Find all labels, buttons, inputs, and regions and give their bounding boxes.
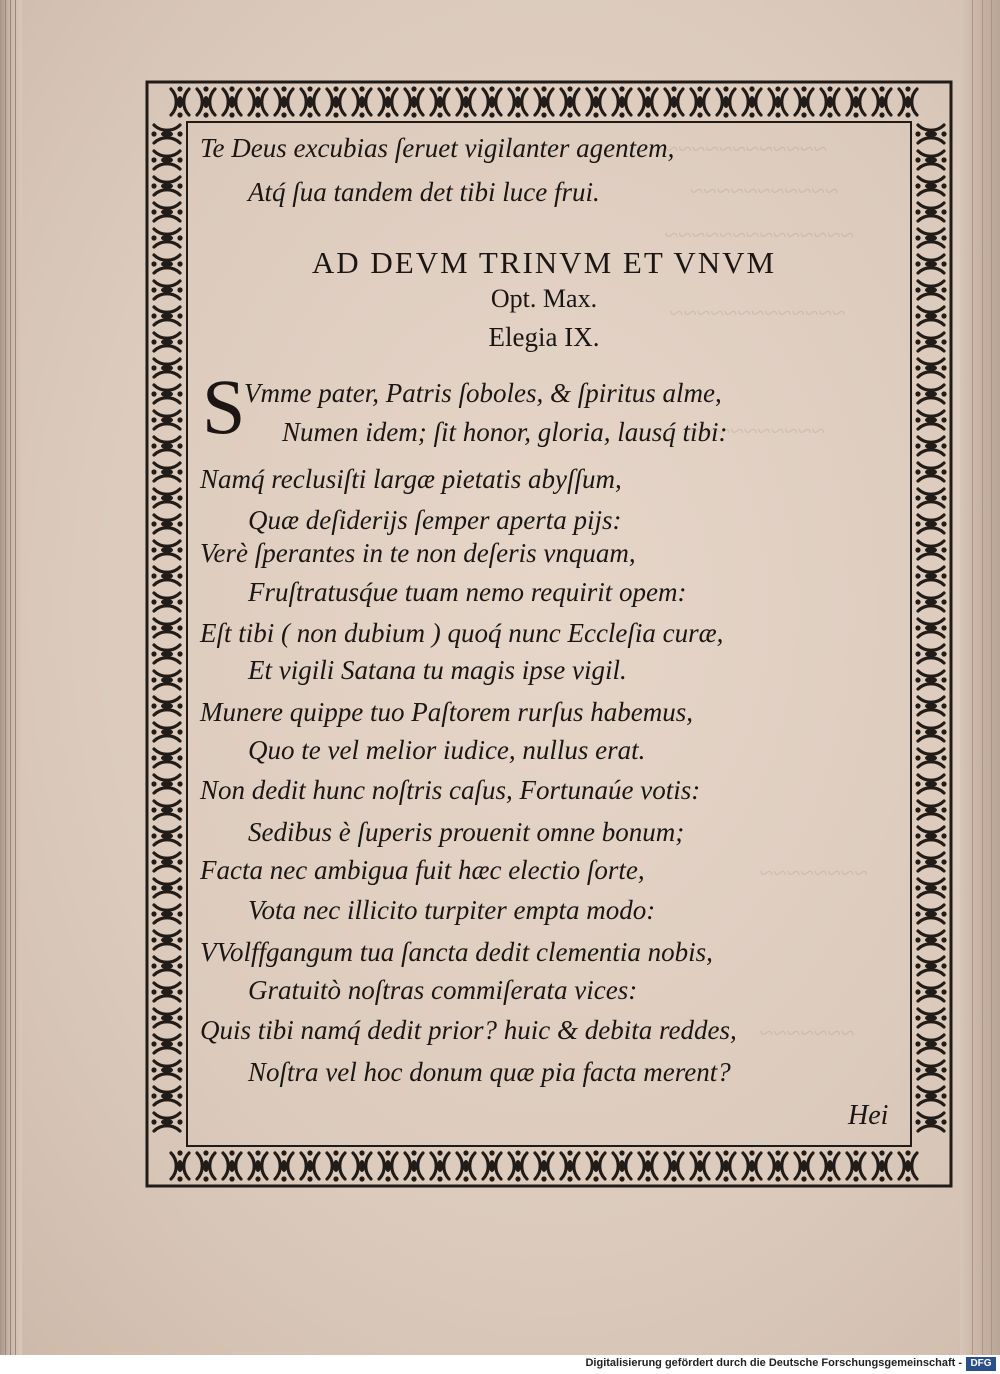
ornament-motif [915, 385, 946, 403]
ornament-motif [717, 86, 735, 117]
ornament-motif [151, 541, 182, 559]
ornament-motif [915, 853, 946, 871]
ornament-motif [915, 957, 946, 975]
ornament-motif [151, 229, 182, 247]
ornament-motif [821, 1150, 839, 1181]
ornament-motif [151, 1087, 182, 1105]
ornament-motif [353, 1150, 371, 1181]
ornament-motif [483, 1150, 501, 1181]
ornament-motif [151, 749, 182, 767]
ornament-motif [379, 1150, 397, 1181]
ornament-motif [431, 1150, 449, 1181]
ornament-motif [275, 1150, 293, 1181]
ornament-motif [717, 1150, 735, 1181]
ornament-motif [915, 125, 946, 143]
ornament-motif [915, 1113, 946, 1131]
ornament-motif [915, 827, 946, 845]
opening-line-1: Te Deus excubias ſeruet vigilanter agentem, [200, 133, 675, 163]
digitization-footer [0, 1355, 1000, 1374]
ornament-motif [915, 333, 946, 351]
ornament-motif [151, 723, 182, 741]
ornament-motif [151, 671, 182, 689]
ornament-motif [151, 931, 182, 949]
ornament-motif [915, 775, 946, 793]
ornament-motif [915, 229, 946, 247]
ornament-motif [743, 1150, 761, 1181]
ornament-motif [509, 1150, 527, 1181]
ornament-motif [691, 86, 709, 117]
ornament-motif [535, 86, 553, 117]
ornament-motif [483, 86, 501, 117]
ornament-motif [915, 359, 946, 377]
ornament-motif [587, 1150, 605, 1181]
ornament-motif [915, 255, 946, 273]
elegy-title: Elegia IX. [488, 322, 600, 352]
ornament-motif [899, 86, 917, 117]
ornament-motif [301, 1150, 319, 1181]
ornament-motif [915, 619, 946, 637]
ornament-motif [899, 1150, 917, 1181]
ornament-motif [151, 775, 182, 793]
ornament-motif [151, 515, 182, 533]
ornament-motif [457, 1150, 475, 1181]
ornament-motif [151, 619, 182, 637]
ornament-motif [151, 1061, 182, 1079]
ornament-motif [873, 86, 891, 117]
ornament-motif [613, 86, 631, 117]
ornament-motif [561, 1150, 579, 1181]
ornament-motif [431, 86, 449, 117]
ornament-motif [915, 1087, 946, 1105]
ornament-motif [915, 671, 946, 689]
ornament-motif [915, 645, 946, 663]
ornament-motif [915, 203, 946, 221]
ornament-motif [379, 86, 397, 117]
verse-line: Eſt tibi ( non dubium ) quoq́ nunc Eccleſia curæ, [200, 618, 724, 648]
ornament-motif [915, 489, 946, 507]
ornament-motif [743, 86, 761, 117]
verse-line: Quo te vel melior iudice, nullus erat. [248, 735, 646, 765]
ornament-motif [151, 593, 182, 611]
ornament-motif [915, 515, 946, 533]
verse-line: Vota nec illicito turpiter empta modo: [248, 895, 656, 925]
ornament-motif [151, 645, 182, 663]
ornament-motif [821, 86, 839, 117]
ornament-motif [915, 983, 946, 1001]
ornament-motif [151, 905, 182, 923]
ornament-motif [795, 1150, 813, 1181]
ornament-motif [151, 827, 182, 845]
ornament-motif [151, 203, 182, 221]
ornament-motif [915, 281, 946, 299]
ornament-motif [847, 86, 865, 117]
ornament-motif [769, 86, 787, 117]
verse-line: Sedibus è ſuperis prouenit omne bonum; [248, 817, 685, 847]
drop-cap-initial: S [202, 363, 246, 450]
poem-heading: AD DEVM TRINVM ET VNVM [311, 245, 777, 280]
ornament-motif [873, 1150, 891, 1181]
ornament-motif [171, 86, 189, 117]
ornament-motif [151, 281, 182, 299]
opening-line-2: Atq́ ſua tandem det tibi luce frui. [248, 177, 600, 207]
ornament-motif [327, 86, 345, 117]
ornament-motif [847, 1150, 865, 1181]
ornament-motif [151, 333, 182, 351]
ornament-motif [915, 879, 946, 897]
verse-line: Numen idem; ſit honor, gloria, lausq́ tibi: [282, 417, 728, 447]
ornament-motif [509, 86, 527, 117]
ornament-motif [915, 801, 946, 819]
verse-line: Munere quippe tuo Paſtorem rurſus habemus, [200, 697, 693, 727]
ornament-motif [249, 86, 267, 117]
ornament-motif [915, 307, 946, 325]
ornament-motif [587, 86, 605, 117]
ornament-motif [151, 177, 182, 195]
ornament-motif [915, 1009, 946, 1027]
verse-line: Facta nec ambigua fuit hæc electio ſorte, [200, 855, 645, 885]
ornament-motif [915, 437, 946, 455]
book-page: ~~~~~~~~~~~~ ~~~~~~~~~~~ ~~~~~~~~~~~~~~ ~~~~~~~~~~~~~ ~~~~~~~~~~ ~~~~~~~~ ~~~~~~~ Te Deus excubias ſeruet vigilanter agentem, Atq́ ſua tandem det tibi luce frui. AD DEVM TRINVM ET VNVM Opt. Max. Elegia IX. S Vmme pater, Patris ſoboles, & ſpiritus alme, Numen idem; ſit honor, gloria, lausq́ tibi: Namq́ reclusiſti largæ pietatis abyſſum, Quæ deſiderijs ſemper aperta pijs: Verè ſperantes in te non deſeris vnquam, Fruſtratusq́ue tuam nemo requirit opem: Eſt tibi ( non dubium ) quoq́ nunc Eccleſia curæ, Et vigili Satana tu magis ipse vigil. Munere quippe tuo Paſtorem rurſus habemus, Quo te vel melior iudice, nullus erat. Non dedit hunc noſtris caſus, Fortunaúe votis: Sedibus è ſuperis prouenit omne bonum; Facta nec ambigua fuit hæc electio ſorte, Vota nec illicito turpiter empta modo: VVolffgangum tua ſancta dedit clementia nobis, Gratuitò noſtras commiſerata vices: Quis tibi namq́ dedit prior? huic & debita reddes, Noſtra vel hoc donum quæ pia facta merent? Hei [0, 0, 1000, 1355]
ornament-motif [151, 359, 182, 377]
verse-line: Verè ſperantes in te non deſeris vnquam, [200, 538, 636, 568]
ornament-motif [151, 385, 182, 403]
ornament-motif [151, 983, 182, 1001]
poem-subheading: Opt. Max. [490, 284, 598, 313]
ornament-motif [915, 723, 946, 741]
ornament-motif [535, 1150, 553, 1181]
ornament-motif [639, 1150, 657, 1181]
ornament-motif [915, 905, 946, 923]
ornament-motif [405, 86, 423, 117]
ornament-motif [795, 86, 813, 117]
ornament-motif [561, 86, 579, 117]
verse-line: Non dedit hunc noſtris caſus, Fortunaúe votis: [200, 775, 701, 805]
right-page-edge [960, 0, 1000, 1355]
verse-line: Namq́ reclusiſti largæ pietatis abyſſum, [200, 464, 622, 494]
ornament-motif [151, 1035, 182, 1053]
ornament-motif [327, 1150, 345, 1181]
verse-line: VVolffgangum tua ſancta dedit clementia nobis, [200, 937, 713, 967]
ornament-motif [151, 697, 182, 715]
ornament-motif [151, 801, 182, 819]
verse-line: Gratuitò noſtras commiſerata vices: [248, 975, 638, 1005]
ornament-motif [223, 1150, 241, 1181]
ornament-motif [151, 567, 182, 585]
ornament-motif [639, 86, 657, 117]
ornament-motif [915, 1035, 946, 1053]
footer-credit-text: Digitalisierung gefördert durch die Deutsche Forschungsgemeinschaft - [585, 1357, 962, 1369]
verse-line: Vmme pater, Patris ſoboles, & ſpiritus alme, [244, 378, 722, 408]
ornament-motif [197, 86, 215, 117]
ornament-motif [151, 151, 182, 169]
ornament-motif [915, 541, 946, 559]
ornament-motif [405, 1150, 423, 1181]
ornament-motif [691, 1150, 709, 1181]
ornament-motif [915, 1061, 946, 1079]
ornament-motif [665, 1150, 683, 1181]
ornament-motif [915, 749, 946, 767]
ornament-motif [915, 151, 946, 169]
ornament-motif [915, 697, 946, 715]
ornament-motif [151, 957, 182, 975]
ornament-motif [915, 931, 946, 949]
ornament-motif [665, 86, 683, 117]
ornament-motif [197, 1150, 215, 1181]
dfg-logo: DFG [966, 1357, 996, 1371]
ornament-motif [151, 437, 182, 455]
ornament-motif [151, 1113, 182, 1131]
ornament-motif [151, 463, 182, 481]
ornament-motif [151, 125, 182, 143]
ornament-motif [151, 255, 182, 273]
ornament-motif [275, 86, 293, 117]
left-page-edge [0, 0, 22, 1355]
ornament-motif [151, 307, 182, 325]
verse-line: Quæ deſiderijs ſemper aperta pijs: [248, 505, 622, 535]
ornament-motif [151, 879, 182, 897]
ornament-motif [249, 1150, 267, 1181]
ornament-motif [301, 86, 319, 117]
ornament-motif [171, 1150, 189, 1181]
ornament-motif [915, 593, 946, 611]
ornament-motif [915, 177, 946, 195]
ornament-motif [151, 853, 182, 871]
ornament-motif [915, 411, 946, 429]
ornament-motif [223, 86, 241, 117]
ornament-motif [353, 86, 371, 117]
ornament-motif [769, 1150, 787, 1181]
ornament-motif [915, 463, 946, 481]
ornament-motif [915, 567, 946, 585]
ornament-motif [151, 489, 182, 507]
verse-line: Et vigili Satana tu magis ipse vigil. [248, 655, 627, 685]
ornament-motif [457, 86, 475, 117]
verse-line: Fruſtratusq́ue tuam nemo requirit opem: [248, 577, 687, 607]
verse-line: Quis tibi namq́ dedit prior? huic & debita reddes, [200, 1015, 737, 1045]
ornament-motif [151, 1009, 182, 1027]
ornament-motif [151, 411, 182, 429]
verse-line: Noſtra vel hoc donum quæ pia facta merent? [248, 1057, 731, 1087]
catchword: Hei [848, 1100, 889, 1131]
ornament-motif [613, 1150, 631, 1181]
